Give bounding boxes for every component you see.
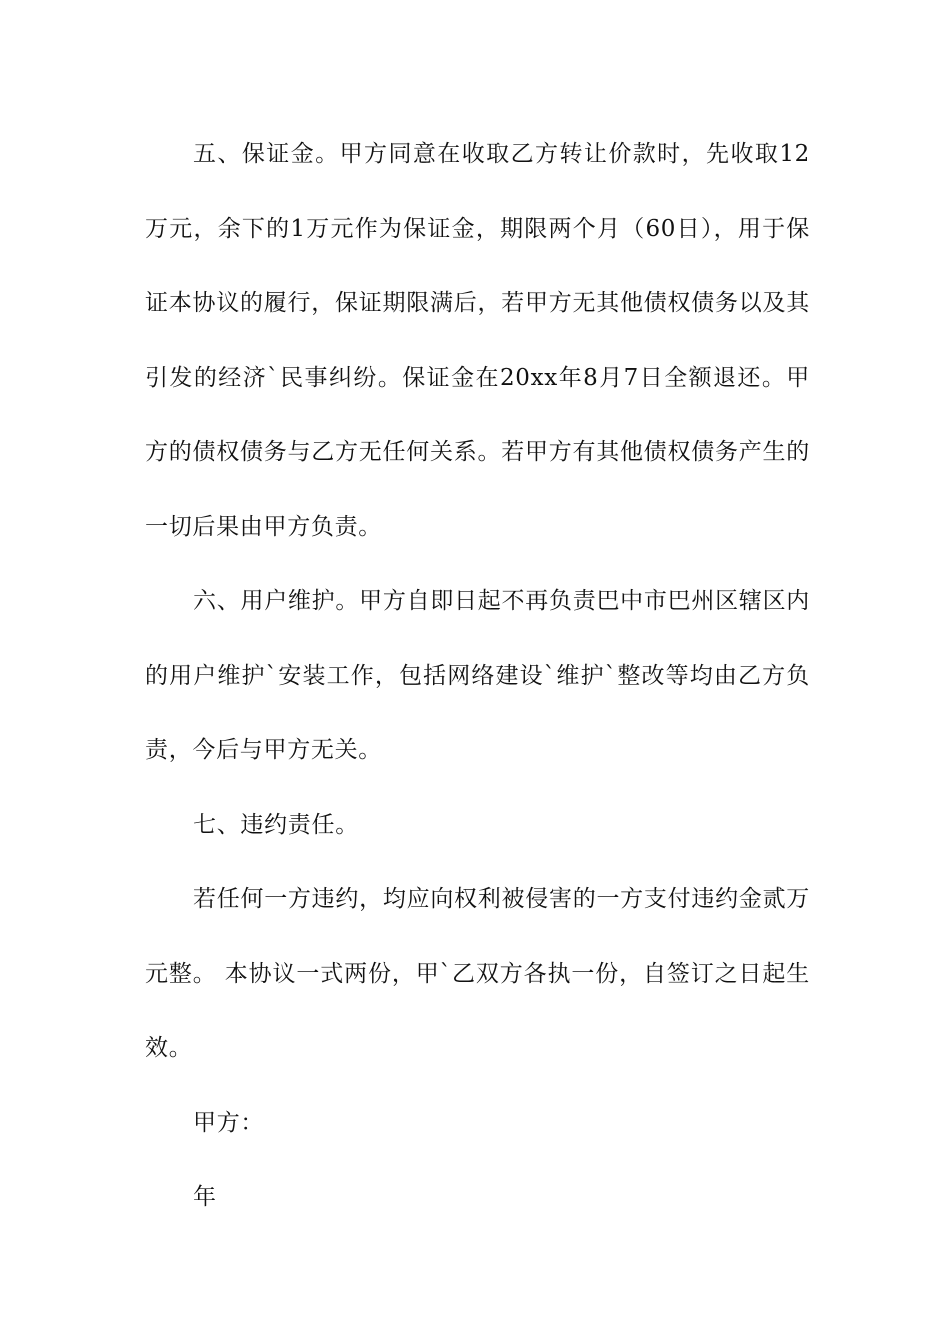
- signature-party-a: 甲方：: [193, 1109, 265, 1136]
- paragraph-user-maintenance: 六、用户维护。甲方自即日起不再负责巴中市巴州区辖区内的用户维护`安装工作，包括网络建设`维护`整改等均由乙方负责，今后与甲方无关。: [145, 588, 810, 763]
- paragraph-deposit: 五、保证金。甲方同意在收取乙方转让价款时，先收取12万元，余下的1万元作为保证金，期限两个月（60日），用于保证本协议的履行，保证期限满后，若甲方无其他债权债务以及其引发的经济`民事纠纷。保证金在20xx年8月7日全额退还。甲方的债权债务与乙方无任何关系。若甲方有其他债权债务产生的一切后果由甲方负责。: [145, 141, 810, 540]
- paragraph-breach-heading: 七、违约责任。: [193, 811, 359, 838]
- document-body: [145, 117, 810, 1235]
- paragraph-breach-terms: 若任何一方违约，均应向权利被侵害的一方支付违约金贰万元整。 本协议一式两份，甲`乙双方各执一份，自签订之日起生效。: [145, 886, 810, 1061]
- signature-date-year: 年: [193, 1184, 217, 1210]
